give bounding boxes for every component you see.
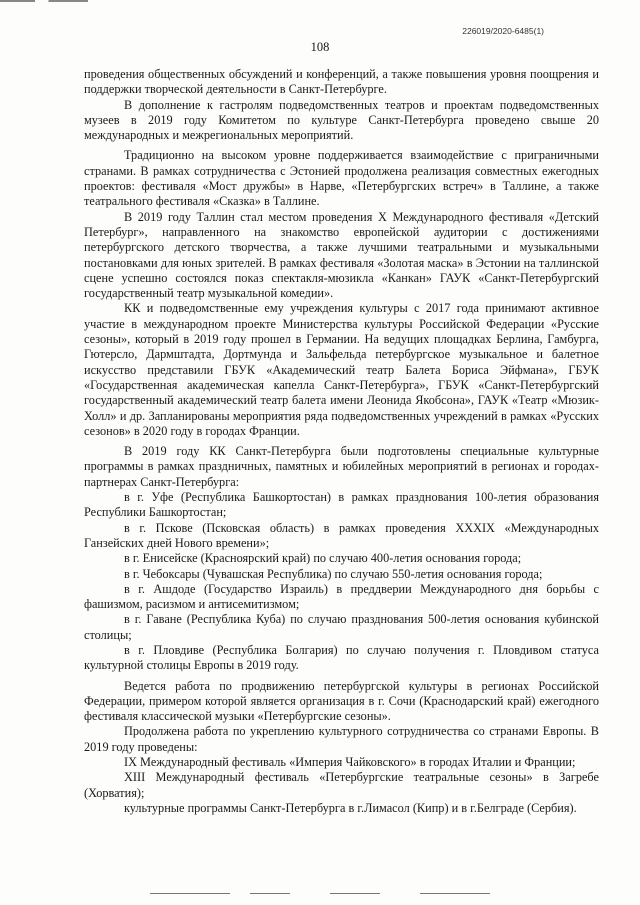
list-item: в г. Чебоксары (Чувашская Республика) по случаю 550-летия основания города;	[124, 566, 543, 581]
list-item: в г. Енисейске (Красноярский край) по случаю 400-летия основания города;	[124, 551, 522, 566]
document-id: 226019/2020-6485(1)	[462, 26, 544, 36]
scan-artifact-line	[420, 893, 490, 894]
list-item: XIII Международный фестиваль «Петербургские театральные сезоны» в Загребе (Хорватия);	[84, 770, 599, 800]
scan-artifact-line	[150, 893, 230, 894]
list-item: в г. Пловдиве (Республика Болгария) по случаю получения г. Пловдивом статуса культурной столицы Европы в 2019 году.	[84, 642, 599, 673]
list-item: IX Международный фестиваль «Империя Чайковского» в городах Италии и Франции;	[124, 755, 576, 770]
list-item: в г. Ашдоде (Государство Израиль) в преддверии Международного дня борьбы с фашизмом, расизмом и антисемитизмом;	[84, 581, 599, 612]
scan-artifact-line	[250, 893, 290, 894]
paragraph: КК и подведомственные ему учреждения культуры с 2017 года принимают активное участие в международном проекте Министерства культуры Российской Федерации «Русские сезоны», который в 2019 году прошел в Германии. На ведущих площадках Берлина, Гамбурга, Гютерсло, Дармштадта, Дортмунда и Зальфельда петербургское музыкальное и балетное искусство представили ГБУК «Академический театр Балета Бориса Эйфмана», ГБУК «Государственная академическая капелла Санкт-Петербурга», ГБУК «Санкт-Петербургский государственный академический театр балета имени Леонида Якобсона», ГАУК «Театр «Мюзик-Холл» и др. Запланированы мероприятия ряда подведомственных учреждений в рамках «Русских сезонов» в 2020 году в городах Франции.	[84, 301, 599, 438]
page-number: 108	[310, 40, 330, 54]
scan-artifact-line	[330, 893, 380, 894]
document-body	[84, 67, 599, 816]
list-item: в г. Гаване (Республика Куба) по случаю празднования 500-летия основания кубинской столицы;	[84, 612, 599, 642]
list-item: в г. Пскове (Псковская область) в рамках проведения XXXIX «Международных Ганзейских дней Нового времени»;	[84, 520, 599, 550]
paragraph: В дополнение к гастролям подведомственных театров и проектам подведомственных музеев в 2019 году Комитетом по культуре Санкт-Петербурга проведено свыше 20 международных и межрегиональных мероприятий.	[84, 97, 599, 143]
paragraph: В 2019 году КК Санкт-Петербурга были подготовлены специальные культурные программы в рамках праздничных, памятных и юбилейных мероприятий в регионах и городах-партнерах Санкт-Петербурга:	[84, 444, 599, 489]
paragraph: Традиционно на высоком уровне поддерживается взаимодействие с приграничными странами. В рамках сотрудничества с Эстонией продолжена реализация совместных ежегодных проектов: фестиваля «Мост дружбы» в Нарве, «Петербургских встреч» в Таллине, а также театрального фестиваля «Сказка» в Таллине.	[84, 148, 599, 209]
list-item: в г. Уфе (Республика Башкортостан) в рамках празднования 100-летия образования Республики Башкортостан;	[84, 490, 599, 520]
paragraph: Продолжена работа по укреплению культурного сотрудничества со странами Европы. В 2019 году проведены:	[84, 724, 599, 754]
scan-edge-mark	[0, 0, 88, 2]
paragraph: проведения общественных обсуждений и конференций, а также повышения уровня поощрения и поддержки творческой деятельности в Санкт-Петербурге.	[84, 67, 599, 97]
list-item: культурные программы Санкт-Петербурга в г.Лимасол (Кипр) и в г.Белграде (Сербия).	[124, 800, 577, 815]
paragraph: Ведется работа по продвижению петербургской культуры в регионах Российской Федерации, примером которой является организация в г. Сочи (Краснодарский край) ежегодного фестиваля классической музыки «Петербургские сезоны».	[84, 678, 599, 724]
paragraph: В 2019 году Таллин стал местом проведения X Международного фестиваля «Детский Петербург», направленного на знакомство европейской аудитории с достижениями петербургского детского творчества, а также лучшими театральными и музыкальными постановками для юных зрителей. В рамках фестиваля «Золотая маска» в Эстонии на таллинской сцене успешно состоялся показ спектакля-мюзикла «Канкан» ГАУК «Санкт-Петербургский государственный театр музыкальной комедии».	[84, 209, 599, 301]
